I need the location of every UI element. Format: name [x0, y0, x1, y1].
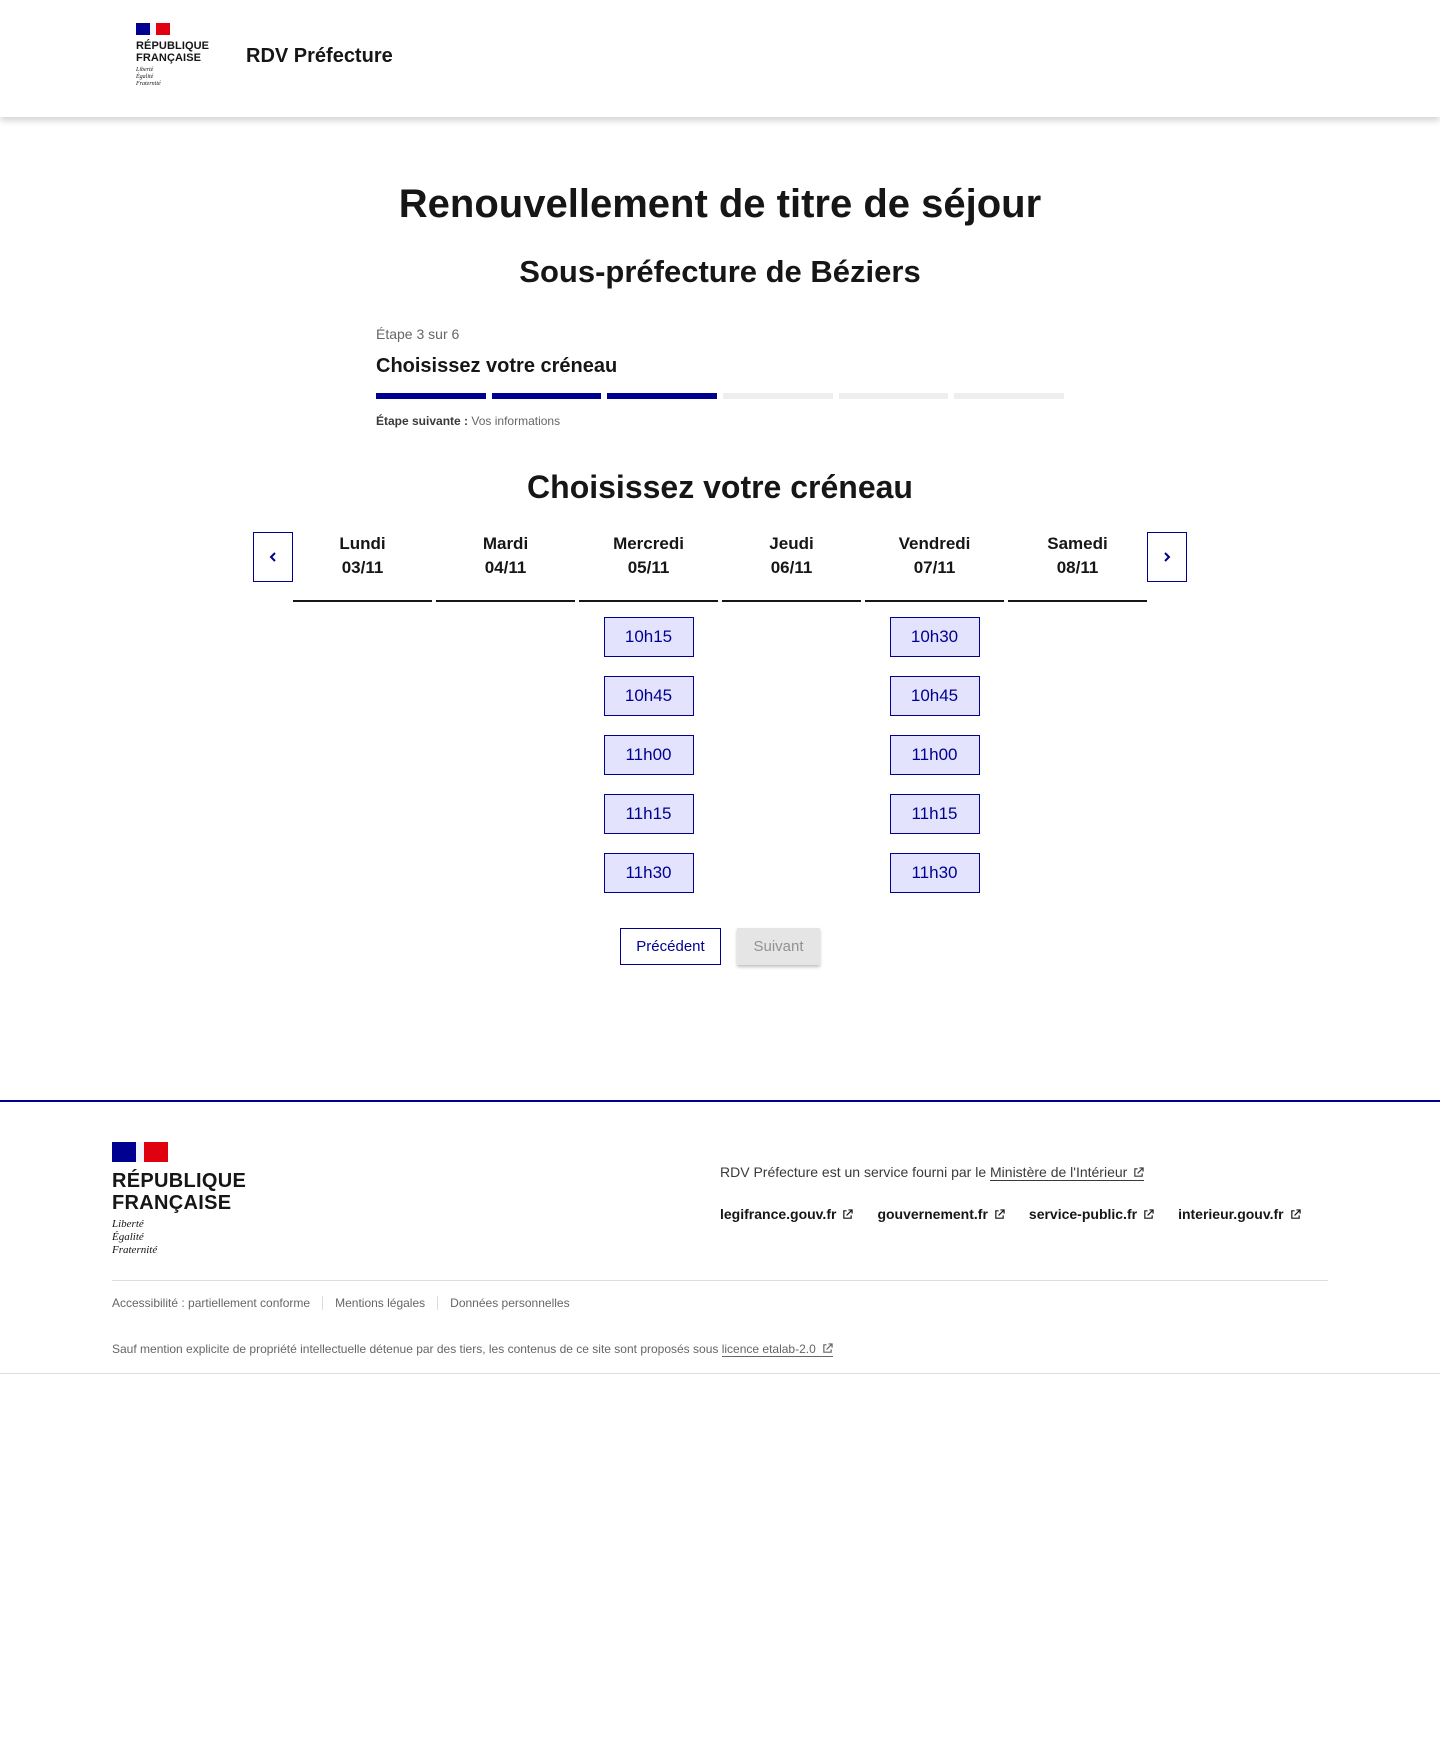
time-slot-button[interactable]: 11h15	[890, 794, 980, 834]
footer-link-label: legifrance.gouv.fr	[720, 1206, 837, 1222]
time-slot-button[interactable]: 10h30	[890, 617, 980, 657]
footer-republique-logo[interactable]	[112, 1142, 246, 1257]
day-date: 04/11	[484, 558, 527, 577]
day-header	[436, 532, 575, 602]
slot-list	[890, 617, 980, 893]
previous-week-button[interactable]	[253, 532, 293, 582]
footer-link[interactable]	[877, 1206, 1004, 1222]
footer-desc-text: RDV Préfecture est un service fourni par le	[720, 1164, 987, 1180]
logo-text	[136, 40, 220, 64]
day-date: 05/11	[627, 558, 670, 577]
step-bar	[723, 393, 833, 399]
previous-button[interactable]: Précédent	[620, 928, 721, 965]
step-progress	[376, 393, 1064, 399]
logo-line2: FRANÇAISE	[136, 52, 202, 64]
footer-motto-fraternite: Fraternité	[112, 1244, 158, 1256]
site-header	[0, 0, 1440, 117]
step-bar	[607, 393, 717, 399]
service-title[interactable]: RDV Préfecture	[246, 45, 393, 67]
day-header	[293, 532, 432, 602]
footer-description	[720, 1164, 1144, 1180]
external-link-icon	[1143, 1209, 1154, 1220]
motto-fraternite: Fraternité	[136, 81, 161, 87]
day-column	[579, 532, 718, 893]
day-date: 07/11	[913, 558, 956, 577]
day-name: Vendredi	[898, 534, 971, 553]
footer-divider	[112, 1280, 1328, 1281]
day-header	[865, 532, 1004, 602]
stepper	[376, 325, 1064, 429]
step-next-label: Étape suivante :	[376, 414, 469, 428]
step-bar	[954, 393, 1064, 399]
day-header	[579, 532, 718, 602]
footer-bottom-link[interactable]: Accessibilité : partiellement conforme	[112, 1296, 311, 1310]
footer-motto-liberte: Liberté	[112, 1218, 144, 1230]
day-name: Samedi	[1047, 534, 1108, 553]
day-name: Jeudi	[769, 534, 814, 553]
marianne-flag-icon	[136, 23, 170, 35]
chevron-right-icon	[1161, 551, 1173, 563]
time-slot-button[interactable]: 11h15	[604, 794, 694, 834]
time-slot-button[interactable]: 10h15	[604, 617, 694, 657]
page-subtitle: Sous-préfecture de Béziers	[519, 254, 921, 289]
footer-logo-motto	[112, 1218, 246, 1257]
time-slot-button[interactable]: 11h30	[604, 853, 694, 893]
page-title: Renouvellement de titre de séjour	[398, 182, 1042, 226]
logo-motto	[136, 67, 220, 88]
footer-link-label: service-public.fr	[1028, 1206, 1138, 1222]
footer-motto-egalite: Égalité	[112, 1231, 144, 1243]
external-link-icon	[842, 1209, 853, 1220]
footer-logo-text	[112, 1170, 246, 1214]
day-name: Lundi	[339, 534, 386, 553]
day-date: 06/11	[770, 558, 813, 577]
day-column	[1008, 532, 1147, 893]
slot-list	[604, 617, 694, 893]
time-slot-button[interactable]: 10h45	[890, 676, 980, 716]
next-button[interactable]: Suivant	[737, 928, 820, 965]
next-week-button[interactable]	[1147, 532, 1187, 582]
footer-licence	[112, 1342, 833, 1356]
day-column	[436, 532, 575, 893]
time-slot-button[interactable]: 10h45	[604, 676, 694, 716]
ministere-link-label: Ministère de l'Intérieur	[990, 1164, 1128, 1180]
time-slot-button[interactable]: 11h30	[890, 853, 980, 893]
step-next	[376, 413, 1064, 429]
footer-bottom-links	[112, 1296, 582, 1310]
footer-link-label: gouvernement.fr	[877, 1206, 988, 1222]
chevron-left-icon	[267, 551, 279, 563]
day-date: 03/11	[341, 558, 384, 577]
footer-link[interactable]	[1029, 1206, 1154, 1222]
republique-logo[interactable]	[136, 23, 220, 88]
footer-link[interactable]	[1178, 1206, 1301, 1222]
footer-link-label: interieur.gouv.fr	[1178, 1206, 1284, 1222]
step-title: Choisissez votre créneau	[376, 355, 618, 377]
day-header	[1008, 532, 1147, 602]
footer-bottom-link[interactable]: Mentions légales	[322, 1296, 437, 1310]
slots-title: Choisissez votre créneau	[527, 469, 913, 505]
day-date: 08/11	[1056, 558, 1099, 577]
logo-line1: RÉPUBLIQUE	[136, 40, 210, 52]
footer-logo-line2: FRANÇAISE	[112, 1192, 232, 1214]
day-header	[722, 532, 861, 602]
footer-marianne-flag-icon	[112, 1142, 168, 1162]
step-next-value: Vos informations	[471, 414, 561, 428]
footer-bottom-link[interactable]: Données personnelles	[437, 1296, 581, 1310]
time-slot-button[interactable]: 11h00	[604, 735, 694, 775]
external-link-icon	[1290, 1209, 1301, 1220]
external-link-icon	[1133, 1167, 1144, 1178]
ministere-link[interactable]	[990, 1164, 1144, 1181]
day-name: Mardi	[482, 534, 529, 553]
footer-links	[720, 1206, 1301, 1222]
footer-logo-line1: RÉPUBLIQUE	[112, 1170, 247, 1192]
time-slot-button[interactable]: 11h00	[890, 735, 980, 775]
day-column	[722, 532, 861, 893]
external-link-icon	[822, 1343, 833, 1354]
step-bar	[839, 393, 949, 399]
step-state: Étape 3 sur 6	[376, 326, 460, 342]
step-bar	[492, 393, 602, 399]
site-footer	[0, 1100, 1440, 1374]
form-actions	[0, 928, 1440, 965]
footer-link[interactable]	[720, 1206, 853, 1222]
day-column	[865, 532, 1004, 893]
step-bar	[376, 393, 486, 399]
licence-link-label: licence etalab-2.0	[721, 1342, 816, 1356]
motto-liberte: Liberté	[136, 67, 154, 73]
licence-link[interactable]	[722, 1342, 833, 1357]
motto-egalite: Égalité	[136, 74, 154, 80]
days-calendar	[293, 532, 1147, 893]
licence-text: Sauf mention explicite de propriété intellectuelle détenue par des tiers, les contenus de ce site sont proposés sous	[112, 1342, 719, 1356]
external-link-icon	[994, 1209, 1005, 1220]
day-column	[293, 532, 432, 893]
day-name: Mercredi	[613, 534, 684, 553]
